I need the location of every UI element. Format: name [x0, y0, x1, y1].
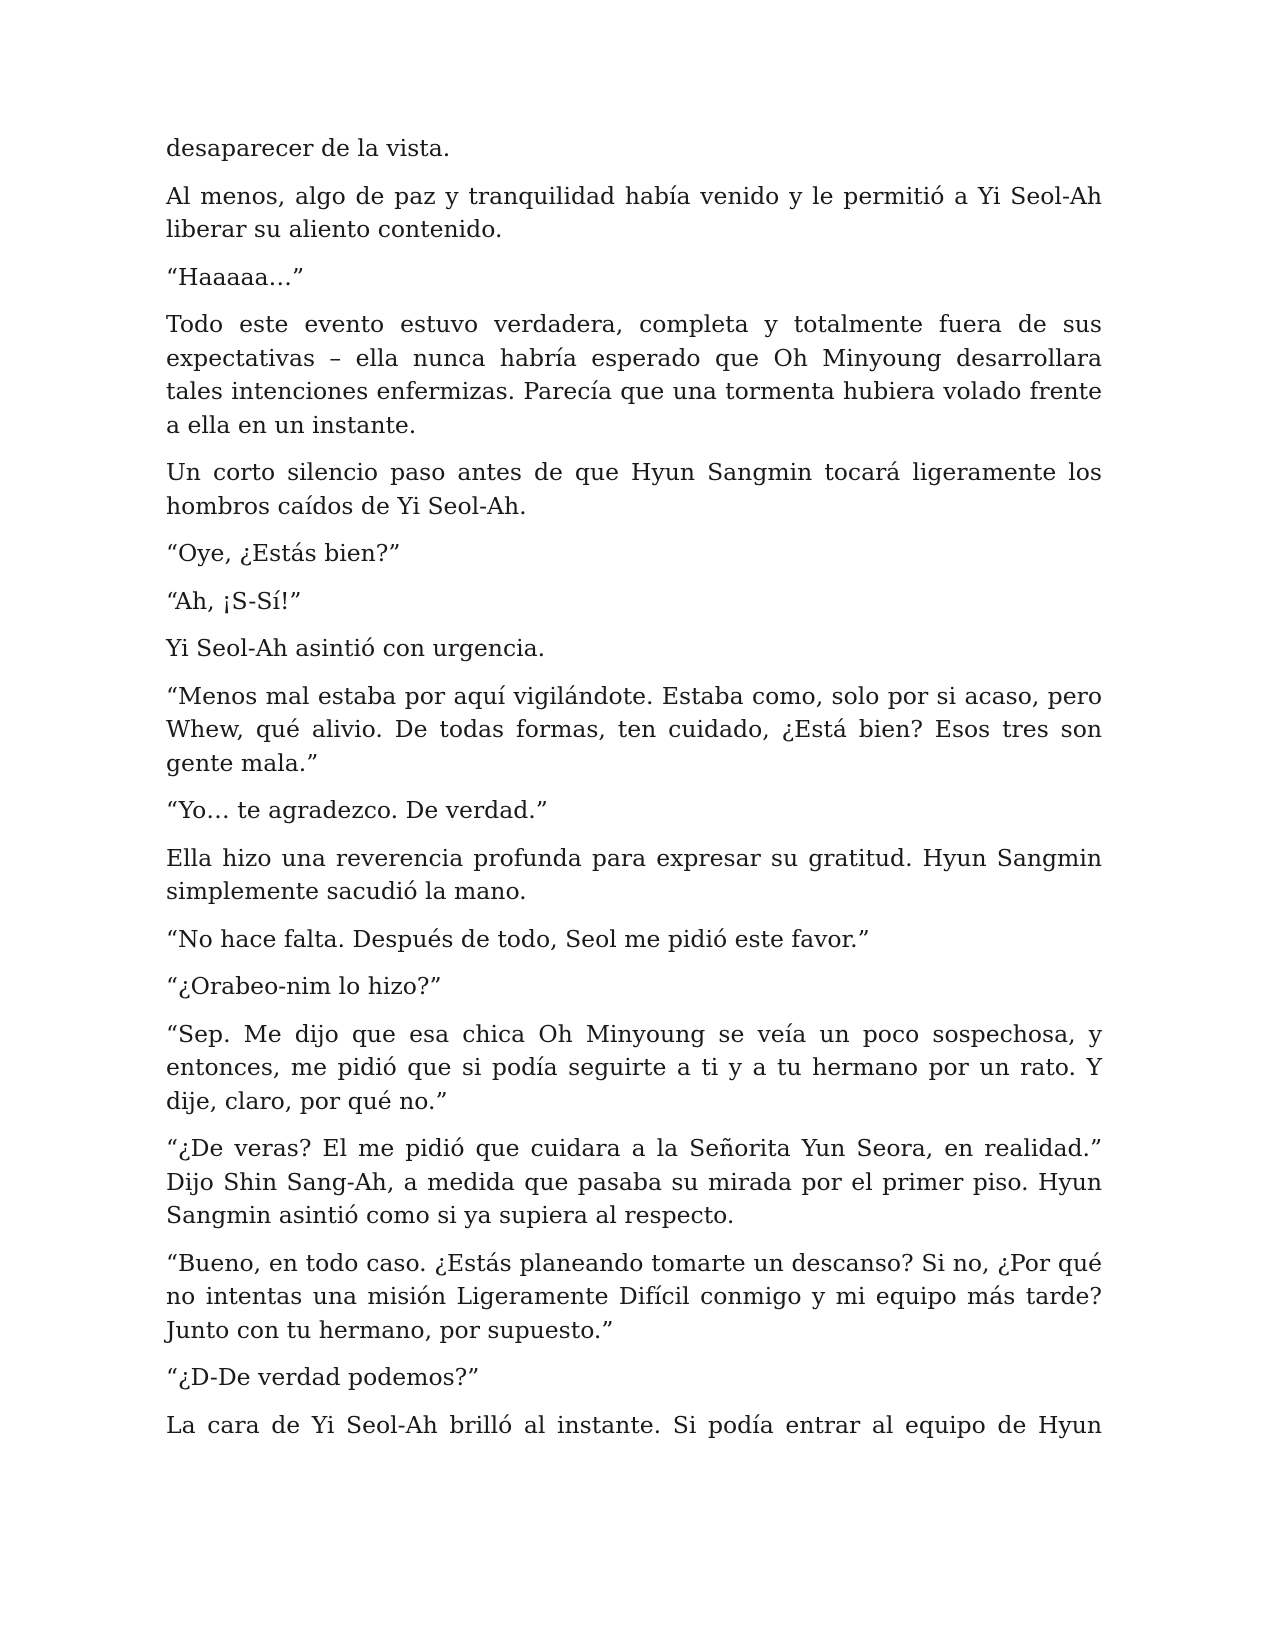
paragraph-7: “Ah, ¡S-Sí!”	[166, 586, 302, 615]
paragraph-16: “Bueno, en todo caso. ¿Estás planeando tomarte un descanso? Si no, ¿Por qué no intentas una misión Ligeramente Difícil conmigo y mi equipo más tarde? Junto con tu hermano, por supuesto.”	[166, 1248, 1102, 1344]
paragraph-3: “Haaaaa…”	[166, 262, 305, 291]
paragraph-2: Al menos, algo de paz y tranquilidad había venido y le permitió a Yi Seol-Ah liberar su aliento contenido.	[166, 181, 1102, 243]
paragraph-11: Ella hizo una reverencia profunda para expresar su gratitud. Hyun Sangmin simplemente sacudió la mano.	[166, 843, 1102, 905]
paragraph-9: “Menos mal estaba por aquí vigilándote. Estaba como, solo por si acaso, pero Whew, qué alivio. De todas formas, ten cuidado, ¿Está bien? Esos tres son gente mala.”	[166, 681, 1102, 777]
paragraph-1: desaparecer de la vista.	[166, 134, 451, 162]
paragraph-5: Un corto silencio paso antes de que Hyun Sangmin tocará ligeramente los hombros caídos de Yi Seol-Ah.	[166, 458, 1102, 520]
paragraph-6: “Oye, ¿Estás bien?”	[166, 539, 401, 567]
paragraph-15: “¿De veras? El me pidió que cuidara a la Señorita Yun Seora, en realidad.” Dijo Shin Sang-Ah, a medida que pasaba su mirada por el primer piso. Hyun Sangmin asintió como si ya supiera al respecto.	[166, 1134, 1102, 1229]
paragraph-4: Todo este evento estuvo verdadera, completa y totalmente fuera de sus expectativas – ella nunca habría esperado que Oh Minyoung desarrollara tales intenciones enfermizas. Parecía que una tormenta hubiera volado frente a ella en un instante.	[166, 310, 1102, 439]
paragraph-10: “Yo… te agradezco. De verdad.”	[166, 796, 548, 824]
document-page	[166, 132, 1102, 1456]
paragraph-13: “¿Orabeo-nim lo hizo?”	[166, 972, 442, 1000]
paragraph-12: “No hace falta. Después de todo, Seol me pidió este favor.”	[166, 924, 870, 953]
paragraph-17: “¿D-De verdad podemos?”	[166, 1363, 480, 1391]
paragraph-8: Yi Seol-Ah asintió con urgencia.	[166, 634, 546, 662]
paragraph-14: “Sep. Me dijo que esa chica Oh Minyoung se veía un poco sospechosa, y entonces, me pidió que si podía seguirte a ti y a tu hermano por un rato. Y dije, claro, por qué no.”	[166, 1019, 1102, 1115]
paragraph-18: La cara de Yi Seol-Ah brilló al instante. Si podía entrar al equipo de Hyun	[166, 1410, 1102, 1439]
